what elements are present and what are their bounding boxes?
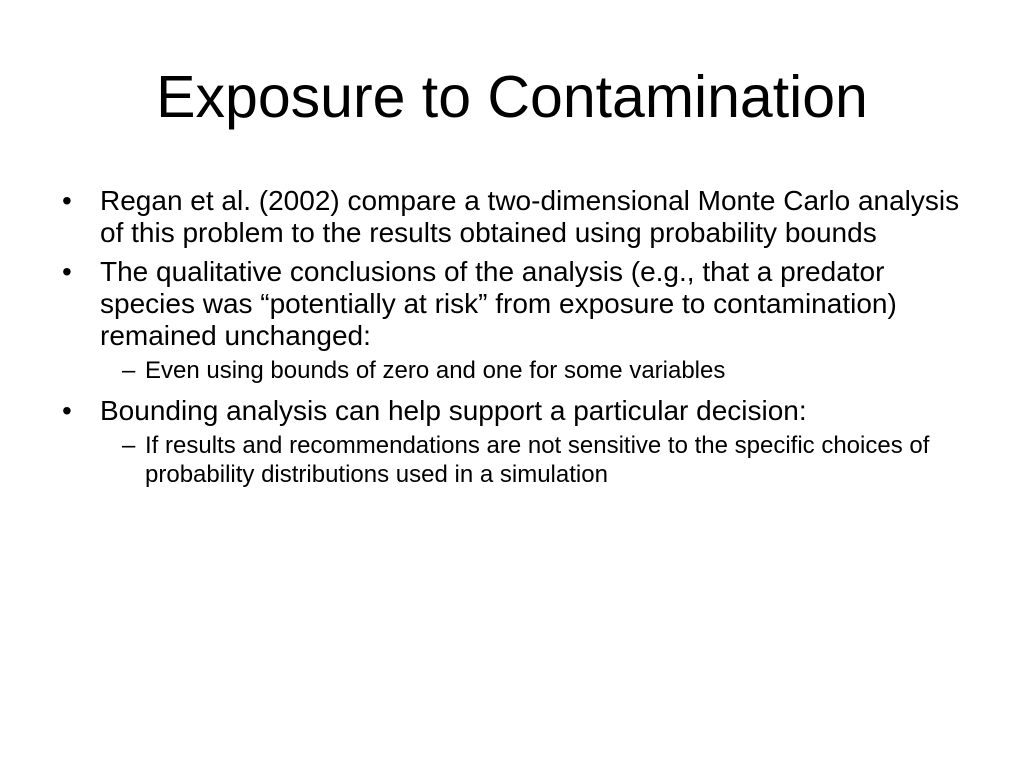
sub-bullet-text: Even using bounds of zero and one for some variables — [145, 357, 726, 384]
sub-bullet-marker: – — [122, 432, 136, 459]
bullet-text: Bounding analysis can help support a particular decision: — [100, 395, 807, 426]
bullet-list — [58, 185, 978, 499]
sub-bullet-marker: – — [122, 357, 136, 384]
sub-bullet-item — [100, 356, 978, 385]
sub-bullet-list — [100, 431, 978, 489]
bullet-text: Regan et al. (2002) compare a two-dimensional Monte Carlo analysis of this problem to the results obtained using probability bounds — [100, 185, 960, 248]
bullet-item — [58, 185, 978, 249]
bullet-marker: • — [62, 395, 72, 426]
bullet-marker: • — [62, 185, 72, 216]
sub-bullet-text: If results and recommendations are not sensitive to the specific choices of probability distributions used in a simulation — [145, 432, 930, 488]
sub-bullet-list — [100, 356, 978, 385]
bullet-marker: • — [62, 256, 72, 287]
bullet-item — [58, 256, 978, 385]
bullet-item — [58, 395, 978, 489]
slide-title: Exposure to Contamination — [156, 64, 868, 130]
bullet-text: The qualitative conclusions of the analysis (e.g., that a predator species was “potentially at risk” from exposure to contamination) remained unchanged: — [100, 256, 897, 351]
sub-bullet-item — [100, 431, 978, 489]
